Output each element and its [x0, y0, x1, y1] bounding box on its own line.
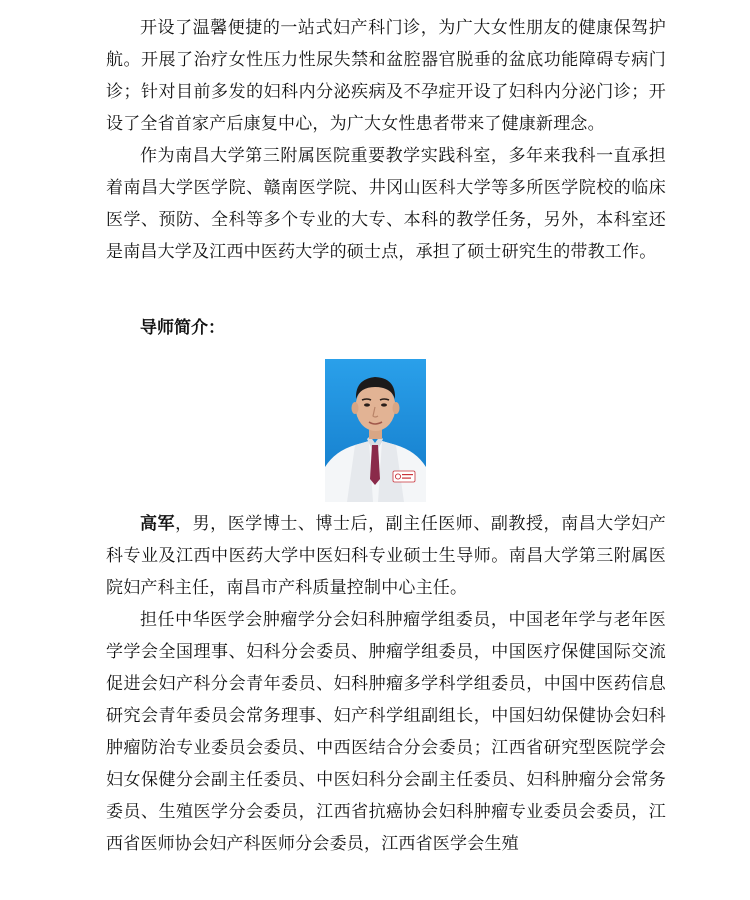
mentor-name: 高军 — [140, 514, 176, 534]
paragraph-mentor-bio — [106, 508, 666, 604]
paragraph-department-services: 开设了温馨便捷的一站式妇产科门诊，为广大女性朋友的健康保驾护航。开展了治疗女性压力性尿失禁和盆腔器官脱垂的盆底功能障碍专病门诊；针对目前多发的妇科内分泌疾病及不孕症开设了妇科内分泌门诊；开设了全省首家产后康复中心，为广大女性患者带来了健康新理念。 — [106, 18, 666, 134]
paragraph-teaching-role: 作为南昌大学第三附属医院重要教学实践科室，多年来我科一直承担着南昌大学医学院、赣南医学院、井冈山医科大学等多所医学院校的临床医学、预防、全科等多个专业的大专、本科的教学任务，另外，本科室还是南昌大学及江西中医药大学的硕士点，承担了硕士研究生的带教工作。 — [106, 146, 666, 262]
mentor-bio-text: ，男，医学博士、博士后，副主任医师、副教授，南昌大学妇产科专业及江西中医药大学中医妇科专业硕士生导师。南昌大学第三附属医院妇产科主任，南昌市产科质量控制中心主任。 — [106, 514, 666, 598]
paragraph-mentor-positions: 担任中华医学会肿瘤学分会妇科肿瘤学组委员，中国老年学与老年医学学会全国理事、妇科分会委员、肿瘤学组委员，中国医疗保健国际交流促进会妇产科分会青年委员、妇科肿瘤多学科学组委员，中国中医药信息研究会青年委员会常务理事、妇产科学组副组长，中国妇幼保健协会妇科肿瘤防治专业委员会委员、中西医结合分会委员；江西省研究型医院学会妇女保健分会副主任委员、中医妇科分会副主任委员、妇科肿瘤分会常务委员、生殖医学分会委员，江西省抗癌协会妇科肿瘤专业委员会委员，江西省医师协会妇产科医师分会委员，江西省医学会生殖 — [106, 610, 666, 854]
section-heading-mentor-intro: 导师简介： — [140, 318, 225, 338]
mentor-portrait-photo — [325, 359, 426, 502]
